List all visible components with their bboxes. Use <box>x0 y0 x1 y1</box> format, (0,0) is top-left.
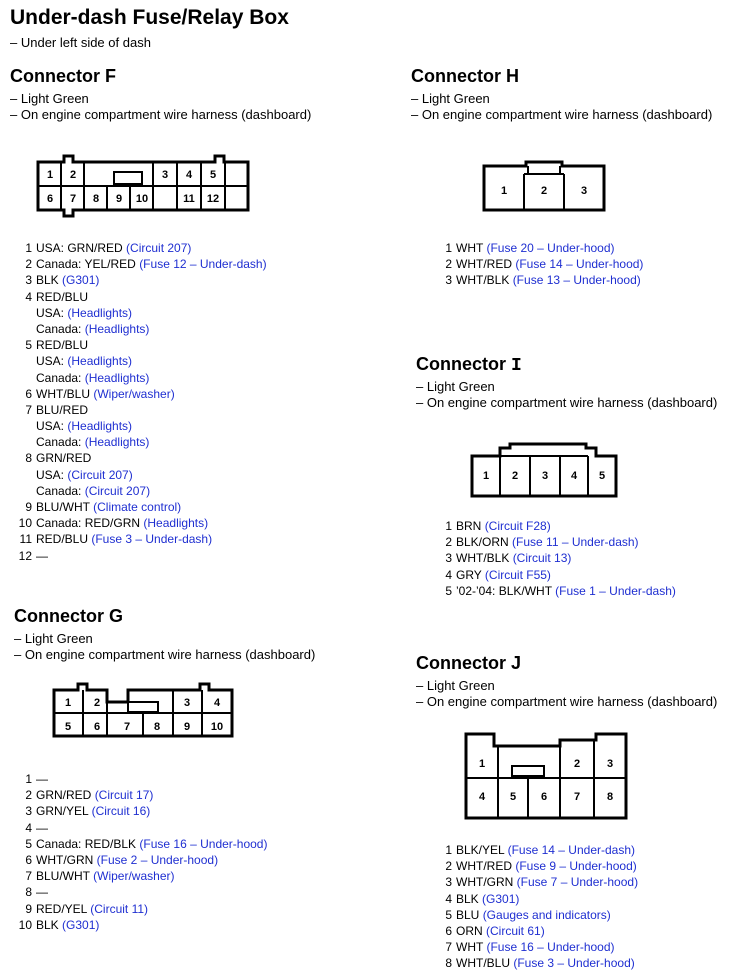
wire-color: BLU/RED <box>36 402 89 417</box>
pin-description <box>456 955 635 971</box>
circuit-reference: (Headlights) <box>84 435 150 450</box>
pin-description <box>456 518 551 534</box>
pin-description <box>36 256 267 272</box>
market-label: USA: <box>36 354 65 369</box>
pin-description <box>36 272 99 288</box>
cavity-label: 1 <box>482 470 490 482</box>
cavity-label: 8 <box>606 791 614 803</box>
pin-sub-description <box>36 353 132 369</box>
circuit-reference: (Circuit 207) <box>126 241 192 255</box>
wire-color: WHT/BLK <box>456 551 510 566</box>
pin-row <box>430 256 730 272</box>
circuit-reference: (Headlights) <box>67 419 133 434</box>
market-label: USA: <box>36 467 65 482</box>
circuit-reference: (Circuit F55) <box>484 567 551 582</box>
circuit-reference: (Fuse 7 – Under-hood) <box>516 875 639 890</box>
pin-description <box>456 842 635 858</box>
pin-number: 7 <box>25 869 32 884</box>
wire-color: WHT/RED <box>456 859 512 874</box>
cavity-label: 4 <box>478 791 486 803</box>
connector-j-latch <box>512 766 544 776</box>
wire-color: BLK/YEL <box>456 843 505 857</box>
pin-number: 2 <box>445 859 452 874</box>
pin-description <box>36 884 48 900</box>
circuit-reference: (Circuit 16) <box>91 804 151 819</box>
wire-color: WHT/BLK <box>456 273 510 288</box>
wire-color: GRN/RED <box>36 788 92 803</box>
connector-f-color: – Light Green <box>10 91 89 106</box>
pin-row <box>10 337 300 353</box>
pin-row <box>430 858 730 874</box>
wire-color: ORN <box>456 923 483 938</box>
wire-color: RED/BLU <box>36 532 89 547</box>
pin-description <box>36 852 218 868</box>
pin-description <box>36 386 175 402</box>
pin-sub-row <box>10 483 300 499</box>
pin-number: 3 <box>25 273 32 288</box>
connector-i-harness: – On engine compartment wire harness (dashboard) <box>416 395 718 410</box>
pin-row <box>430 583 730 599</box>
pin-row <box>10 771 300 787</box>
circuit-reference: (Fuse 14 – Under-hood) <box>515 257 644 272</box>
pin-row <box>10 868 300 884</box>
pin-description <box>36 337 88 353</box>
connector-i-title: Connector I <box>416 354 522 376</box>
connector-j-title: Connector J <box>416 653 522 673</box>
pin-number: 5 <box>25 836 32 851</box>
circuit-reference: (Fuse 14 – Under-dash) <box>507 843 636 857</box>
wire-color: WHT/BLU <box>456 956 510 971</box>
pin-description <box>456 550 571 566</box>
pin-number: 1 <box>25 772 32 786</box>
pin-description <box>36 450 91 466</box>
wire-color: BLK <box>36 273 59 288</box>
pin-row <box>430 891 730 907</box>
connector-g-diagram <box>40 680 250 750</box>
pin-row <box>430 534 730 550</box>
pin-row <box>10 240 300 256</box>
cavity-label: 5 <box>509 791 517 803</box>
cavity-label: 10 <box>210 721 224 733</box>
circuit-reference: (Circuit 207) <box>84 483 151 498</box>
connector-f-diagram <box>30 150 260 222</box>
wire-color: GRN/RED <box>36 451 92 466</box>
pin-description <box>36 548 48 564</box>
circuit-reference: (Fuse 2 – Under-hood) <box>96 852 219 867</box>
pin-row <box>430 842 730 858</box>
pin-number: 8 <box>25 451 32 466</box>
circuit-reference: (Fuse 16 – Under-hood) <box>139 836 268 851</box>
pin-row <box>10 917 300 933</box>
pin-number: 12 <box>18 548 32 563</box>
pin-number: 7 <box>445 940 452 955</box>
circuit-reference: (Fuse 12 – Under-dash) <box>139 257 267 272</box>
connector-h-diagram <box>478 158 612 218</box>
pin-number: 3 <box>445 273 452 288</box>
pin-description <box>36 240 191 256</box>
pin-number: 3 <box>445 551 452 566</box>
pin-number: 6 <box>445 923 452 938</box>
pin-description <box>36 868 175 884</box>
wire-color: — <box>36 885 48 900</box>
pin-row <box>10 272 300 288</box>
pin-number: 6 <box>25 386 32 401</box>
pin-number: 3 <box>25 804 32 819</box>
connector-h-color: – Light Green <box>411 91 490 106</box>
pin-description <box>456 240 615 256</box>
pin-row <box>430 955 730 971</box>
circuit-reference: (Headlights) <box>84 370 150 385</box>
pin-row <box>10 548 300 564</box>
connector-g-pin-list <box>10 771 300 933</box>
connector-j-diagram <box>458 728 634 826</box>
connector-h-harness: – On engine compartment wire harness (dashboard) <box>411 107 713 122</box>
cavity-label: 11 <box>183 193 195 205</box>
wire-color: BLK <box>36 917 59 932</box>
pin-row <box>430 518 730 534</box>
wire-color: RED/YEL <box>36 901 87 916</box>
pin-row <box>10 852 300 868</box>
pin-description <box>36 836 267 852</box>
pin-row <box>10 884 300 900</box>
circuit-reference: (Fuse 20 – Under-hood) <box>486 241 615 255</box>
pin-number: 1 <box>445 241 452 255</box>
connector-h-pin-list <box>430 240 730 289</box>
connector-h-title: Connector H <box>411 66 519 86</box>
pin-sub-row <box>10 370 300 386</box>
connector-i-diagram <box>466 440 626 502</box>
wire-color: Canada: RED/BLK <box>36 836 137 851</box>
wire-color: GRN/YEL <box>36 804 89 819</box>
cavity-label: 2 <box>511 470 519 482</box>
pin-row <box>10 386 300 402</box>
wire-color: BLU <box>456 907 480 922</box>
wire-color: BRN <box>456 519 482 533</box>
connector-f-title: Connector F <box>10 66 116 86</box>
pin-sub-description <box>36 418 132 434</box>
circuit-reference: (Wiper/washer) <box>93 386 175 401</box>
pin-sub-row <box>10 467 300 483</box>
pin-number: 5 <box>445 583 452 598</box>
connector-g-color: – Light Green <box>14 631 93 646</box>
circuit-reference: (G301) <box>62 273 100 288</box>
connector-i-pin-list <box>430 518 730 599</box>
wire-color: Canada: RED/GRN <box>36 516 141 531</box>
pin-number: 3 <box>445 875 452 890</box>
cavity-label: 4 <box>213 697 221 709</box>
connector-g-harness: – On engine compartment wire harness (dashboard) <box>14 647 316 662</box>
pin-description <box>36 531 212 547</box>
pin-number: 5 <box>25 338 32 353</box>
pin-number: 5 <box>445 907 452 922</box>
pin-description <box>36 515 208 531</box>
cavity-label: 6 <box>46 193 54 205</box>
pin-number: 1 <box>445 519 452 533</box>
pin-row <box>430 907 730 923</box>
pin-description <box>36 803 150 819</box>
circuit-reference: (Circuit 11) <box>90 901 149 916</box>
cavity-label: 6 <box>93 721 101 733</box>
market-label: Canada: <box>36 483 82 498</box>
circuit-reference: (Fuse 3 – Under-dash) <box>91 532 213 547</box>
pin-row <box>10 515 300 531</box>
circuit-reference: (Gauges and indicators) <box>482 907 611 922</box>
wire-color: WHT/GRN <box>36 852 94 867</box>
pin-number: 11 <box>19 532 32 547</box>
circuit-reference: (Fuse 9 – Under-hood) <box>515 859 637 874</box>
cavity-label: 1 <box>478 758 486 770</box>
connector-i-color: – Light Green <box>416 379 495 394</box>
connector-j-harness: – On engine compartment wire harness (dashboard) <box>416 694 718 709</box>
pin-number: 9 <box>25 901 32 916</box>
pin-row <box>10 787 300 803</box>
market-label: USA: <box>36 305 65 320</box>
wire-color: WHT/GRN <box>456 875 514 890</box>
circuit-reference: (G301) <box>482 891 520 906</box>
page-title: Under-dash Fuse/Relay Box <box>10 6 289 29</box>
pin-number: 2 <box>25 788 32 803</box>
pin-number: 7 <box>25 402 32 417</box>
connector-j-color: – Light Green <box>416 678 495 693</box>
circuit-reference: (Fuse 13 – Under-hood) <box>512 273 641 288</box>
wire-color: BLU/WHT <box>36 869 90 884</box>
pin-row <box>10 820 300 836</box>
circuit-reference: (Circuit F28) <box>484 519 551 533</box>
wire-color: BLU/WHT <box>36 500 90 514</box>
market-label: Canada: <box>36 370 82 385</box>
pin-number: 4 <box>445 567 452 582</box>
circuit-reference: (Climate control) <box>93 500 182 514</box>
circuit-reference: (Fuse 3 – Under-hood) <box>513 956 635 971</box>
cavity-label: 3 <box>183 697 191 709</box>
wire-color: — <box>36 772 48 786</box>
cavity-label: 7 <box>573 791 581 803</box>
pin-number: 1 <box>445 843 452 857</box>
wire-color: — <box>36 820 48 835</box>
wire-color: BLK <box>456 891 479 906</box>
circuit-reference: (Circuit 61) <box>486 923 545 938</box>
pin-description <box>36 901 148 917</box>
pin-sub-row <box>10 353 300 369</box>
cavity-label: 8 <box>92 193 100 205</box>
circuit-reference: (Circuit 207) <box>67 467 133 482</box>
pin-row <box>10 499 300 515</box>
pin-sub-description <box>36 321 149 337</box>
wire-color: Canada: YEL/RED <box>36 257 136 272</box>
connector-f-pin-list <box>10 240 300 564</box>
pin-number: 4 <box>25 820 32 835</box>
circuit-reference: (Wiper/washer) <box>93 869 175 884</box>
cavity-label: 1 <box>500 185 508 197</box>
pin-number: 2 <box>445 257 452 272</box>
circuit-reference: (Circuit 13) <box>512 551 572 566</box>
pin-description <box>456 583 676 599</box>
cavity-label: 12 <box>206 193 220 205</box>
wire-color: WHT <box>456 940 484 955</box>
pin-description <box>36 917 99 933</box>
pin-description <box>456 874 638 890</box>
cavity-label: 4 <box>570 470 578 482</box>
pin-number: 10 <box>18 516 32 531</box>
wire-color: RED/BLU <box>36 289 89 304</box>
circuit-reference: (Fuse 11 – Under-dash) <box>512 535 639 550</box>
circuit-reference: (Headlights) <box>143 516 209 531</box>
pin-row <box>10 289 300 305</box>
pin-row <box>430 550 730 566</box>
cavity-label: 8 <box>153 721 161 733</box>
pin-number: 6 <box>25 852 32 867</box>
circuit-reference: (Fuse 1 – Under-dash) <box>555 583 676 598</box>
connector-g-title: Connector G <box>14 606 124 626</box>
circuit-reference: (Headlights) <box>84 321 150 336</box>
pin-row <box>10 901 300 917</box>
market-label: Canada: <box>36 435 82 450</box>
cavity-label: 2 <box>573 758 581 770</box>
pin-description <box>456 567 551 583</box>
connector-f-harness: – On engine compartment wire harness (dashboard) <box>10 107 312 122</box>
wire-color: USA: GRN/RED <box>36 241 123 255</box>
pin-description <box>36 787 153 803</box>
wire-color: WHT <box>456 241 484 255</box>
cavity-label: 2 <box>540 185 548 197</box>
pin-description <box>456 907 611 923</box>
pin-sub-description <box>36 483 150 499</box>
cavity-label: 9 <box>183 721 191 733</box>
wire-color: RED/BLU <box>36 338 89 353</box>
circuit-reference: (Headlights) <box>67 354 133 369</box>
cavity-label: 4 <box>185 169 193 181</box>
wire-color: GRY <box>456 567 482 582</box>
pin-row <box>430 874 730 890</box>
pin-row <box>430 567 730 583</box>
pin-description <box>456 858 637 874</box>
pin-row <box>10 836 300 852</box>
pin-sub-row <box>10 434 300 450</box>
cavity-label: 3 <box>541 470 549 482</box>
pin-sub-description <box>36 305 132 321</box>
pin-number: 8 <box>25 885 32 900</box>
pin-number: 9 <box>25 500 32 514</box>
pin-row <box>10 450 300 466</box>
pin-description <box>36 499 181 515</box>
cavity-label: 2 <box>93 697 101 709</box>
cavity-label: 5 <box>598 470 606 482</box>
wire-color: BLK/ORN <box>456 535 509 550</box>
cavity-label: 1 <box>46 169 54 181</box>
pin-row <box>10 402 300 418</box>
pin-number: 10 <box>18 917 32 932</box>
pin-number: 4 <box>445 891 452 906</box>
wire-color: WHT/RED <box>456 257 512 272</box>
pin-number: 2 <box>445 535 452 550</box>
circuit-reference: (Fuse 16 – Under-hood) <box>486 940 615 955</box>
circuit-reference: (Headlights) <box>67 305 133 320</box>
cavity-label: 9 <box>115 193 123 205</box>
pin-sub-row <box>10 418 300 434</box>
pin-row <box>10 531 300 547</box>
wire-color: — <box>36 548 48 563</box>
cavity-label: 5 <box>209 169 217 181</box>
pin-sub-row <box>10 305 300 321</box>
cavity-label: 3 <box>606 758 614 770</box>
circuit-reference: (Circuit 17) <box>94 788 154 803</box>
cavity-label: 3 <box>580 185 588 197</box>
pin-number: 4 <box>25 289 32 304</box>
pin-description <box>456 891 519 907</box>
cavity-label: 7 <box>123 721 131 733</box>
pin-sub-row <box>10 321 300 337</box>
pin-description <box>456 923 545 939</box>
pin-description <box>36 289 88 305</box>
connector-j-housing <box>466 734 626 818</box>
connector-g-latch <box>128 702 158 712</box>
cavity-label: 7 <box>69 193 77 205</box>
cavity-label: 6 <box>540 791 548 803</box>
pin-number: 8 <box>445 956 452 971</box>
pin-description <box>456 939 615 955</box>
pin-number: 1 <box>25 241 32 255</box>
cavity-label: 1 <box>64 697 72 709</box>
pin-description <box>456 272 641 288</box>
connector-f-latch <box>114 172 142 184</box>
pin-row <box>430 272 730 288</box>
connector-j-pin-list <box>430 842 730 972</box>
pin-description <box>36 820 48 836</box>
cavity-label: 10 <box>135 193 149 205</box>
pin-row <box>10 256 300 272</box>
market-label: Canada: <box>36 321 82 336</box>
pin-row <box>10 803 300 819</box>
market-label: USA: <box>36 419 65 434</box>
pin-description <box>456 534 639 550</box>
pin-row <box>430 939 730 955</box>
circuit-reference: (G301) <box>62 917 100 932</box>
pin-row <box>430 923 730 939</box>
pin-sub-description <box>36 467 133 483</box>
pin-row <box>430 240 730 256</box>
pin-number: 2 <box>25 257 32 272</box>
pin-description <box>456 256 643 272</box>
connector-i-letter: I <box>511 356 522 376</box>
wire-color: ’02-’04: BLK/WHT <box>456 583 552 598</box>
page-subtitle: – Under left side of dash <box>10 35 151 50</box>
cavity-label: 3 <box>161 169 169 181</box>
pin-sub-description <box>36 434 149 450</box>
pin-sub-description <box>36 370 149 386</box>
wire-color: WHT/BLU <box>36 386 90 401</box>
pin-description <box>36 771 48 787</box>
cavity-label: 2 <box>69 169 77 181</box>
cavity-label: 5 <box>64 721 72 733</box>
pin-description <box>36 402 88 418</box>
